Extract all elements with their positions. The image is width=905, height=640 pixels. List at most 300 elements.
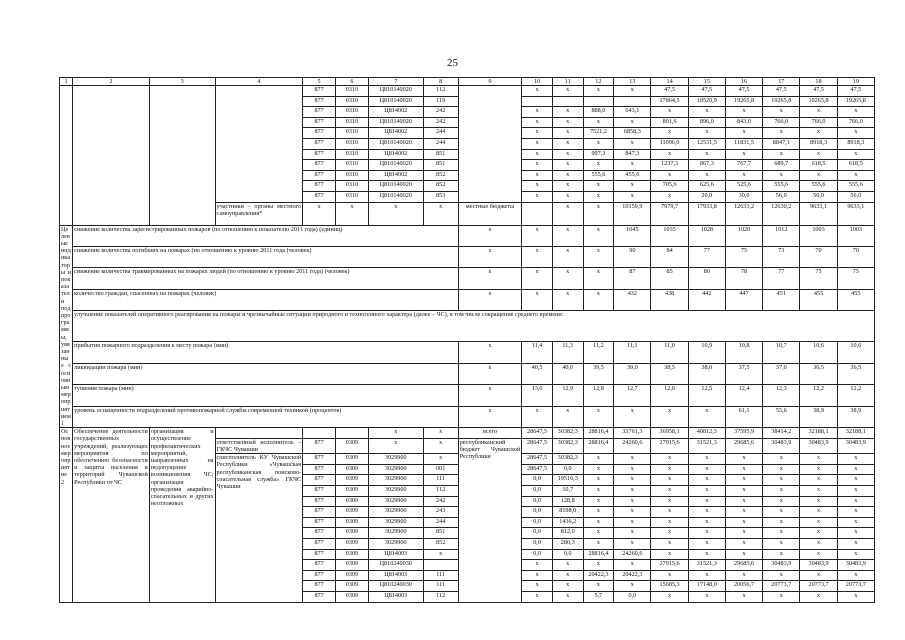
table-cell: x <box>552 202 583 225</box>
table-cell: 20056,7 <box>725 581 762 592</box>
table-cell: Ц810240030 <box>368 581 423 592</box>
table-cell: 47,5 <box>800 86 837 97</box>
indicator-row <box>60 311 875 342</box>
header-cell: 10 <box>522 78 553 86</box>
table-cell: 447 <box>725 289 762 310</box>
table-cell: 77 <box>688 246 725 267</box>
table-cell: x <box>725 107 762 118</box>
table-cell: 5,7 <box>583 591 614 602</box>
table-cell: x <box>725 538 762 549</box>
table-cell: x <box>837 475 874 486</box>
table-cell: 40812,3 <box>688 428 725 439</box>
table-cell: 243 <box>423 507 458 518</box>
event2-label: Основное мероприятие 2 <box>60 428 73 602</box>
table-cell: x <box>837 528 874 539</box>
table-cell: x <box>651 538 688 549</box>
table-cell: 32188,1 <box>800 428 837 439</box>
table-cell: 244 <box>423 517 458 528</box>
table-cell: x <box>688 517 725 528</box>
table-cell: 12633,2 <box>725 202 762 225</box>
table-cell: x <box>583 507 614 518</box>
table-cell: x <box>614 507 651 518</box>
table-cell: 0310 <box>336 117 369 128</box>
table-cell: x <box>837 591 874 602</box>
table-cell: 30483,9 <box>837 560 874 571</box>
table-cell: Ц810140020 <box>368 96 423 107</box>
table-cell: 30483,9 <box>800 438 837 453</box>
table-cell: 36958,1 <box>651 428 688 439</box>
table-cell: 36,5 <box>837 363 874 384</box>
table-cell: x <box>423 454 458 465</box>
table-cell: 3029900 <box>368 496 423 507</box>
table-cell: 0309 <box>336 517 369 528</box>
table-cell: 31521,3 <box>688 560 725 571</box>
table-cell: x <box>583 191 614 202</box>
table-cell: x <box>522 149 553 160</box>
table-cell: x <box>651 107 688 118</box>
table-cell: 75 <box>800 268 837 289</box>
indicator-row <box>60 385 875 406</box>
table-cell: 10,8 <box>725 342 762 363</box>
table-cell: 0309 <box>336 438 369 453</box>
table-cell: x <box>651 528 688 539</box>
indicator-row <box>60 225 875 246</box>
table-cell: 877 <box>303 507 336 518</box>
header-cell: 8 <box>423 78 458 86</box>
table-cell: 877 <box>303 549 336 560</box>
table-cell: 19265,8 <box>800 96 837 107</box>
budget-table <box>59 77 875 603</box>
table-cell: 12,3 <box>763 385 800 406</box>
funding-source: республиканский бюджет Чувашской Республики <box>458 438 522 602</box>
table-cell: x <box>458 225 522 246</box>
table-cell: 001 <box>423 464 458 475</box>
table-cell: 877 <box>303 96 336 107</box>
table-cell: 31521,3 <box>688 438 725 453</box>
indicator-row <box>60 363 875 384</box>
table-cell: x <box>614 181 651 192</box>
table-cell: 111 <box>423 581 458 592</box>
table-cell: 0309 <box>336 538 369 549</box>
table-cell: x <box>763 538 800 549</box>
table-cell: x <box>614 528 651 539</box>
blank-cell <box>522 202 553 225</box>
table-cell: 625,6 <box>688 181 725 192</box>
table-cell: x <box>837 464 874 475</box>
table-cell: x <box>583 464 614 475</box>
table-cell: Ц814002 <box>368 149 423 160</box>
table-cell: 442 <box>688 289 725 310</box>
header-cell: 13 <box>614 78 651 86</box>
table-cell: 11096,0 <box>651 138 688 149</box>
table-cell: x <box>651 406 688 427</box>
table-cell: 70 <box>837 246 874 267</box>
table-cell: 877 <box>303 528 336 539</box>
table-cell: 10,7 <box>763 342 800 363</box>
table-cell: 61,1 <box>725 406 762 427</box>
table-cell: x <box>458 385 522 406</box>
table-cell: 75 <box>837 268 874 289</box>
table-cell: x <box>552 268 583 289</box>
table-cell: 852 <box>423 170 458 181</box>
event2-name: Обеспечение деятельности государственных учреждений, реализующих мероприятия по обеспечению безопасности и защиты населения и территорий Чувашской Республики от ЧС <box>73 428 150 602</box>
table-cell: x <box>725 454 762 465</box>
table-cell: 11,2 <box>583 342 614 363</box>
table-cell: 112 <box>423 591 458 602</box>
table-row <box>60 86 875 97</box>
table-cell: x <box>763 454 800 465</box>
table-cell: x <box>522 107 553 118</box>
funding-source: всего <box>458 428 522 439</box>
table-cell: Ц810140020 <box>368 160 423 171</box>
table-cell: 877 <box>303 496 336 507</box>
table-cell: x <box>837 507 874 518</box>
table-cell: x <box>651 517 688 528</box>
table-cell: 8847,1 <box>763 138 800 149</box>
table-cell: 112 <box>423 486 458 497</box>
table-cell: x <box>763 549 800 560</box>
table-cell: 3029900 <box>368 528 423 539</box>
table-cell: x <box>583 454 614 465</box>
table-cell: 877 <box>303 191 336 202</box>
table-cell: 11,3 <box>552 342 583 363</box>
table-cell: 0309 <box>336 528 369 539</box>
table-cell: 20422,3 <box>614 570 651 581</box>
table-cell: 877 <box>303 107 336 118</box>
table-cell: x <box>651 507 688 518</box>
table-cell: 851 <box>423 149 458 160</box>
blank-cell <box>458 86 522 203</box>
table-cell: x <box>583 560 614 571</box>
table-cell: 84 <box>651 246 688 267</box>
table-cell: x <box>651 464 688 475</box>
table-cell: 20,0 <box>688 191 725 202</box>
table-cell: x <box>552 581 583 592</box>
table-cell: x <box>725 591 762 602</box>
table-cell: x <box>583 486 614 497</box>
table-cell: 28647,5 <box>522 454 553 465</box>
table-cell: 8918,3 <box>800 138 837 149</box>
table-cell: x <box>583 538 614 549</box>
table-cell: 280,3 <box>552 538 583 549</box>
table-cell: x <box>800 538 837 549</box>
table-cell: x <box>522 591 553 602</box>
table-cell: x <box>800 486 837 497</box>
table-cell: x <box>688 475 725 486</box>
table-cell: x <box>725 475 762 486</box>
table-cell: 618,5 <box>837 160 874 171</box>
table-cell: x <box>614 560 651 571</box>
table-cell: 877 <box>303 149 336 160</box>
table-cell: 9633,1 <box>800 202 837 225</box>
table-cell: 8918,3 <box>837 138 874 149</box>
table-cell: 455,6 <box>614 170 651 181</box>
table-cell: 12,6 <box>651 385 688 406</box>
table-cell: 801,6 <box>651 117 688 128</box>
table-cell: x <box>651 191 688 202</box>
table-cell: x <box>725 528 762 539</box>
table-cell: Ц810140020 <box>368 138 423 149</box>
table-cell: x <box>800 128 837 139</box>
table-cell: x <box>763 149 800 160</box>
header-cell: 7 <box>368 78 423 86</box>
table-cell: 18520,9 <box>688 96 725 107</box>
table-cell: 0,0 <box>522 496 553 507</box>
table-cell: x <box>800 591 837 602</box>
table-cell: x <box>725 570 762 581</box>
table-cell: x <box>583 138 614 149</box>
table-cell: 843,0 <box>725 117 762 128</box>
table-cell: Ц814003 <box>368 570 423 581</box>
table-cell: x <box>763 170 800 181</box>
table-cell: x <box>522 117 553 128</box>
table-cell <box>614 96 651 107</box>
table-cell: 87 <box>614 268 651 289</box>
blank-cell <box>149 86 215 226</box>
table-cell: x <box>583 517 614 528</box>
blank-cell <box>215 428 303 439</box>
table-cell: x <box>522 181 553 192</box>
table-cell: 28647,5 <box>522 464 553 475</box>
header-cell: 12 <box>583 78 614 86</box>
table-cell: 28816,4 <box>583 428 614 439</box>
table-cell: x <box>552 181 583 192</box>
table-cell: x <box>800 496 837 507</box>
table-cell: 618,5 <box>800 160 837 171</box>
table-cell: Ц814003 <box>368 549 423 560</box>
indicator-text: улучшение показателей оперативного реагирования на пожары и чрезвычайные ситуации природного и техногенного характера (далее – ЧС), в том числе сокращение среднего времени: <box>73 311 875 342</box>
table-cell: x <box>458 363 522 384</box>
table-cell: x <box>583 225 614 246</box>
table-cell: x <box>522 170 553 181</box>
table-cell: 56,0 <box>800 191 837 202</box>
table-cell: 28647,5 <box>522 428 553 439</box>
table-cell: 555,6 <box>837 181 874 192</box>
table-cell: 438 <box>651 289 688 310</box>
table-cell: 244 <box>423 138 458 149</box>
table-cell: 0310 <box>336 191 369 202</box>
table-cell: x <box>614 538 651 549</box>
coexecutor: соисполнитель КУ Чувашской Республики «Чувашская республиканская поисково-спасательная служба» ГКЧС Чувашии <box>215 454 303 602</box>
table-cell: x <box>688 406 725 427</box>
table-cell: 12,5 <box>688 385 725 406</box>
table-cell: 77 <box>763 268 800 289</box>
table-cell: x <box>583 86 614 97</box>
table-cell: x <box>837 570 874 581</box>
table-cell: x <box>552 107 583 118</box>
table-cell: 28816,4 <box>583 549 614 560</box>
header-cell: 2 <box>73 78 150 86</box>
table-cell: 28816,4 <box>583 438 614 453</box>
table-cell: x <box>688 496 725 507</box>
table-cell: x <box>651 591 688 602</box>
table-cell: 20773,7 <box>800 581 837 592</box>
table-cell: x <box>583 181 614 192</box>
table-cell: x <box>725 464 762 475</box>
table-cell: x <box>614 191 651 202</box>
table-cell: x <box>583 117 614 128</box>
table-cell: 0309 <box>336 475 369 486</box>
indicator-row <box>60 406 875 427</box>
table-cell: 877 <box>303 438 336 453</box>
table-cell: x <box>458 268 522 289</box>
table-cell: x <box>552 289 583 310</box>
table-cell: 0,0 <box>522 507 553 518</box>
table-cell: x <box>458 342 522 363</box>
table-cell: 0,0 <box>614 591 651 602</box>
table-cell: x <box>522 570 553 581</box>
table-cell: x <box>725 170 762 181</box>
table-cell: 3029900 <box>368 454 423 465</box>
table-cell: x <box>552 128 583 139</box>
table-cell: x <box>583 528 614 539</box>
table-cell: x <box>368 428 423 439</box>
table-cell: 0309 <box>336 560 369 571</box>
table-cell: 47,5 <box>688 86 725 97</box>
table-cell: x <box>368 202 423 225</box>
table-cell: 455 <box>800 289 837 310</box>
table-cell: x <box>837 149 874 160</box>
table-cell: Ц810240030 <box>368 560 423 571</box>
table-cell: 12531,5 <box>688 138 725 149</box>
table-cell: 896,0 <box>688 117 725 128</box>
table-cell: 0310 <box>336 160 369 171</box>
table-cell: 12,4 <box>725 385 762 406</box>
table-cell: x <box>552 591 583 602</box>
table-cell: 812,0 <box>552 528 583 539</box>
table-cell: 877 <box>303 464 336 475</box>
table-cell: x <box>552 86 583 97</box>
table-cell: 40,0 <box>552 363 583 384</box>
table-cell: 128,8 <box>552 496 583 507</box>
table-cell: 10,7 <box>552 486 583 497</box>
indicator-row <box>60 246 875 267</box>
table-cell: x <box>522 581 553 592</box>
table-cell: x <box>423 428 458 439</box>
table-cell: 1003 <box>800 225 837 246</box>
table-cell: 90 <box>614 246 651 267</box>
table-cell: x <box>800 549 837 560</box>
table-cell: 20773,7 <box>763 581 800 592</box>
table-cell: x <box>614 406 651 427</box>
table-cell: 877 <box>303 181 336 192</box>
table-cell: x <box>614 517 651 528</box>
participants-label: участники – органы местного самоуправления* <box>215 202 303 225</box>
table-cell: x <box>614 486 651 497</box>
table-cell: x <box>800 528 837 539</box>
table-cell: 8198,0 <box>552 507 583 518</box>
table-cell: 0,0 <box>522 486 553 497</box>
table-cell: x <box>552 225 583 246</box>
table-cell: 11,0 <box>651 342 688 363</box>
table-cell: x <box>552 160 583 171</box>
blank-cell <box>215 86 303 203</box>
table-cell: 56,0 <box>763 191 800 202</box>
table-cell: 13,0 <box>522 385 553 406</box>
table-cell: 80 <box>688 268 725 289</box>
table-cell: 0309 <box>336 464 369 475</box>
table-cell: 0,0 <box>522 475 553 486</box>
table-cell: Ц810140020 <box>368 86 423 97</box>
table-cell: x <box>688 464 725 475</box>
header-cell: 6 <box>336 78 369 86</box>
table-cell: x <box>583 160 614 171</box>
table-cell: x <box>651 149 688 160</box>
table-cell: x <box>800 454 837 465</box>
table-cell: Ц810140020 <box>368 191 423 202</box>
table-cell: x <box>458 406 522 427</box>
table-cell: 3029900 <box>368 486 423 497</box>
table-cell: 1035 <box>651 225 688 246</box>
table-cell: 30382,3 <box>552 438 583 453</box>
header-cell: 14 <box>651 78 688 86</box>
table-cell: 1045 <box>614 225 651 246</box>
table-cell: 9633,1 <box>837 202 874 225</box>
table-cell: 37595,9 <box>725 428 762 439</box>
table-cell: 997,3 <box>583 149 614 160</box>
header-row <box>60 78 875 86</box>
header-cell: 19 <box>837 78 874 86</box>
table-cell: x <box>763 486 800 497</box>
table-cell: x <box>552 560 583 571</box>
table-cell: x <box>583 246 614 267</box>
table-cell: 0,0 <box>522 549 553 560</box>
table-cell: 867,3 <box>688 160 725 171</box>
table-cell: x <box>800 149 837 160</box>
table-cell: x <box>614 454 651 465</box>
table-cell: 12630,2 <box>763 202 800 225</box>
table-cell: 1020 <box>725 225 762 246</box>
header-cell: 16 <box>725 78 762 86</box>
table-cell: x <box>522 225 553 246</box>
header-cell: 15 <box>688 78 725 86</box>
table-cell: 85 <box>651 268 688 289</box>
table-cell: 40,5 <box>522 363 553 384</box>
table-cell: Ц810140020 <box>368 117 423 128</box>
table-cell: x <box>522 128 553 139</box>
table-cell: 0309 <box>336 507 369 518</box>
budget-table-wrapper <box>59 77 875 603</box>
table-cell: 56,0 <box>837 191 874 202</box>
table-cell: 0309 <box>336 549 369 560</box>
table-cell: 705,6 <box>651 181 688 192</box>
table-cell: 7521,2 <box>583 128 614 139</box>
indicator-row <box>60 342 875 363</box>
table-cell: x <box>725 486 762 497</box>
table-cell: 451 <box>763 289 800 310</box>
table-cell: 38414,2 <box>763 428 800 439</box>
table-cell: x <box>763 496 800 507</box>
table-cell: x <box>522 406 553 427</box>
table-cell: 877 <box>303 486 336 497</box>
table-cell: x <box>583 406 614 427</box>
table-cell: 47,5 <box>763 86 800 97</box>
header-cell: 1 <box>60 78 73 86</box>
table-cell: 111 <box>423 570 458 581</box>
table-cell <box>552 96 583 107</box>
table-cell: 20773,7 <box>837 581 874 592</box>
table-cell: 30483,9 <box>763 560 800 571</box>
table-cell: 27915,6 <box>651 438 688 453</box>
table-cell: x <box>725 517 762 528</box>
table-cell: 3029900 <box>368 507 423 518</box>
table-cell: 766,0 <box>837 117 874 128</box>
table-cell: x <box>725 149 762 160</box>
table-cell: x <box>725 128 762 139</box>
table-cell: 19265,8 <box>763 96 800 107</box>
table-cell: 877 <box>303 138 336 149</box>
table-cell: 0309 <box>336 496 369 507</box>
